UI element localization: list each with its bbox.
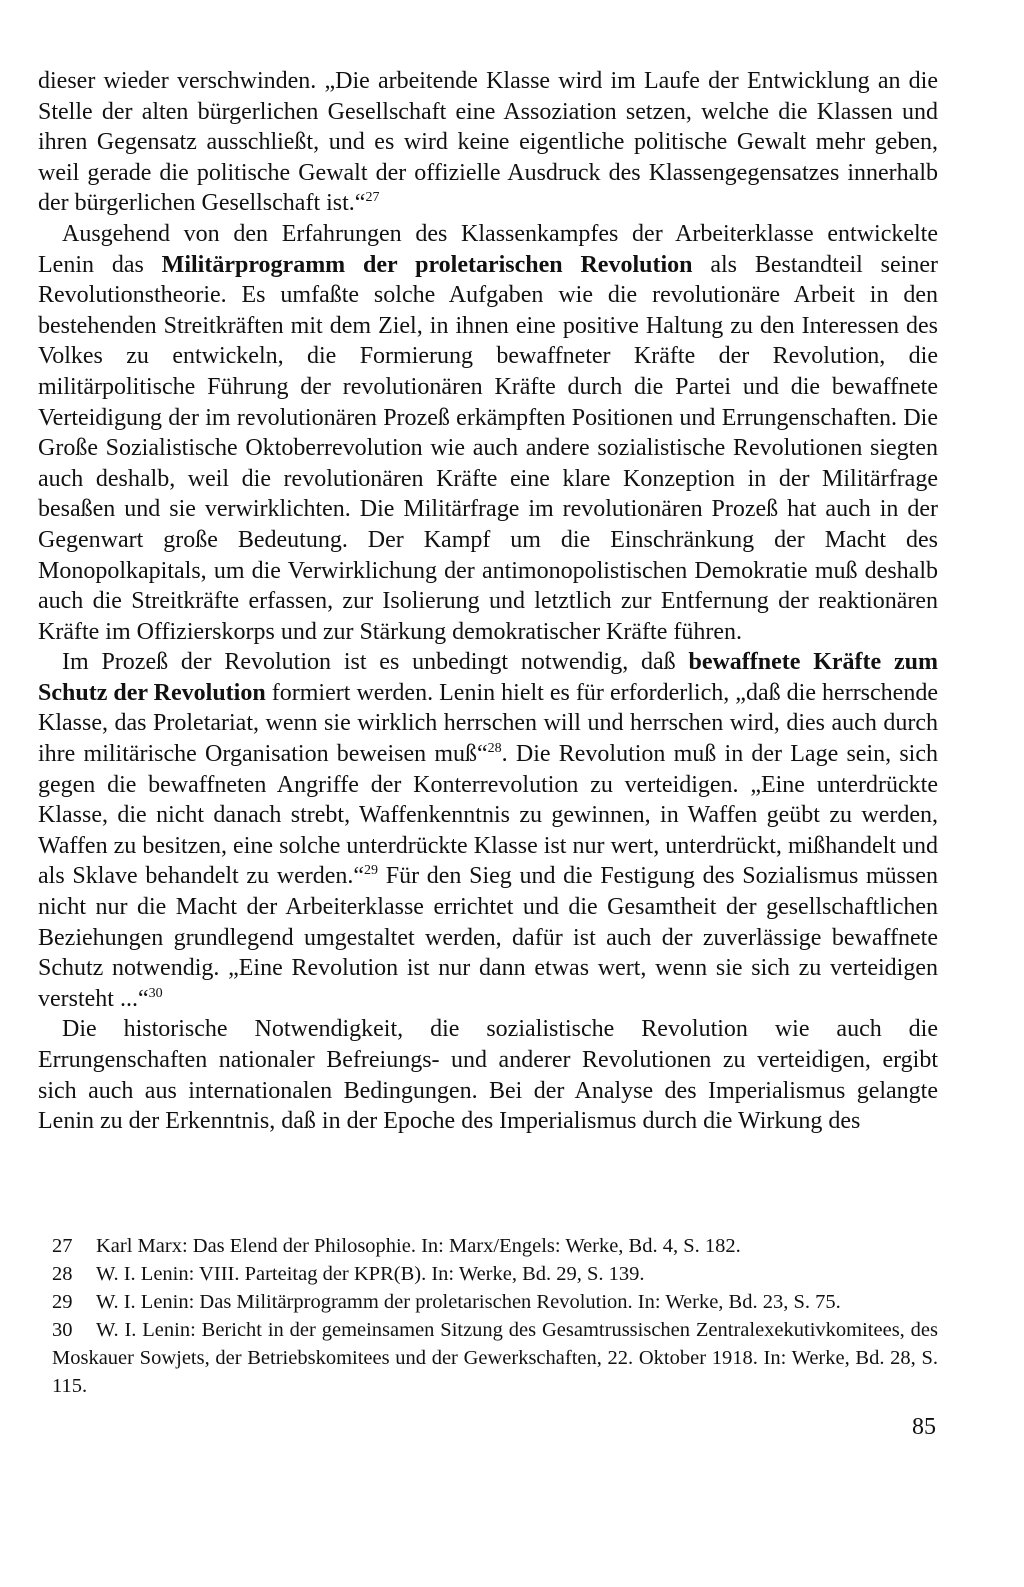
paragraph-text: Für den Sieg und die Festigung des Sozialismus müssen nicht nur die Macht der Arbeiterklasse errichtet und die Gesamtheit der gesellschaftlichen Beziehungen grundlegend umgestaltet werden, dafür ist auch der zuverlässige bewaffnete Schutz notwendig. „Eine Revolution ist nur dann etwas wert, wenn sie sich zu verteidigen versteht ...“ <box>38 863 938 1012</box>
footnote-number: 28 <box>52 1263 73 1285</box>
footnote-reference: 30 <box>148 985 163 1001</box>
paragraph <box>38 66 938 219</box>
footnote-text: W. I. Lenin: VIII. Parteitag der KPR(B). In: Werke, Bd. 29, S. 139. <box>96 1263 645 1285</box>
paragraph-text: . Die Revolution muß in der Lage sein, sich gegen die bewaffneten Angriffe der Konterrevolution zu verteidigen. „Eine unterdrückte Klasse, die nicht danach strebt, Waffenkenntnis zu gewinnen, in Waffen geübt zu werden, Waffen zu besitzen, eine solche unterdrückte Klasse ist nur wert, unterdrückt, mißhandelt und als Sklave behandelt zu werden.“ <box>38 741 938 890</box>
footnote <box>52 1260 938 1288</box>
page-number: 85 <box>912 1414 936 1440</box>
footnote <box>52 1288 938 1316</box>
paragraph-text: Ausgehend von den Erfahrungen des Klassenkampfes der Arbeiterklasse entwickelte Lenin das <box>38 220 938 278</box>
footnote-text: Karl Marx: Das Elend der Philosophie. In: Marx/Engels: Werke, Bd. 4, S. 182. <box>96 1235 741 1257</box>
footnote-text: W. I. Lenin: Das Militärprogramm der proletarischen Revolution. In: Werke, Bd. 23, S. 75. <box>96 1291 841 1313</box>
footnote-reference: 27 <box>365 190 380 206</box>
footnote-reference: 28 <box>487 741 502 757</box>
footnote-reference: 29 <box>364 863 379 879</box>
paragraph-text: als Bestandteil seiner Revolutionstheorie. Es umfaßte solche Aufgaben wie die revolutionäre Arbeit in den bestehenden Streitkräften mit dem Ziel, in ihnen eine positive Haltung zu den Interessen des Volkes zu entwickeln, die Formierung bewaffneter Kräfte der Revolution, die militärpolitische Führung der revolutionären Kräfte durch die Partei und die bewaffnete Verteidigung der im revolutionären Prozeß erkämpften Positionen und Errungenschaften. Die Große Sozialistische Oktoberrevolution wie auch andere sozialistische Revolutionen siegten auch deshalb, weil die revolutionären Kräfte eine klare Konzeption in der Militärfrage besaßen und sie verwirklichten. Die Militärfrage im revolutionären Prozeß hat auch in der Gegenwart große Bedeutung. Der Kampf um die Einschränkung der Macht des Monopolkapitals, um die Verwirklichung der antimonopolistischen Demokratie muß deshalb auch die Streitkräfte erfassen, zur Isolierung und letztlich zur Entfernung der reaktionären Kräfte im Offizierskorps und zur Stärkung demokratischer Kräfte führen. <box>38 251 938 645</box>
footnote-number: 29 <box>52 1291 73 1313</box>
paragraph-text: Im Prozeß der Revolution ist es unbedingt notwendig, daß <box>62 649 689 676</box>
footnote-number: 27 <box>52 1235 73 1257</box>
paragraph-text: formiert werden. Lenin hielt es für erforderlich, „daß die herrschende Klasse, das Proletariat, wenn sie wirklich herrschen will und herrschen wird, dies auch durch ihre militärische Organisation beweisen muß“ <box>38 679 938 768</box>
footnote <box>52 1232 938 1260</box>
paragraph <box>38 219 938 647</box>
footnote <box>52 1316 938 1400</box>
footnotes <box>52 1232 938 1400</box>
paragraph-text: dieser wieder verschwinden. „Die arbeitende Klasse wird im Laufe der Entwicklung an die Stelle der alten bürgerlichen Gesellschaft eine Assoziation setzen, welche die Klassen und ihren Gegensatz ausschließt, und es wird keine eigentliche politische Gewalt mehr geben, weil gerade die politische Gewalt der offizielle Ausdruck des Klassengegensatzes innerhalb der bürgerlichen Gesellschaft ist.“ <box>38 68 938 217</box>
emphasized-term: Militärprogramm der proletarischen Revolution <box>161 251 693 278</box>
footnote-text: W. I. Lenin: Bericht in der gemeinsamen Sitzung des Gesamtrussischen Zentralexekutivkomitees, des Moskauer Sowjets, der Betriebskomitees und der Gewerkschaften, 22. Oktober 1918. In: Werke, Bd. 28, S. 115. <box>52 1319 938 1397</box>
paragraph-text: Die historische Notwendigkeit, die sozialistische Revolution wie auch die Errungenschaften nationaler Befreiungs- und anderer Revolutionen zu verteidigen, ergibt sich auch aus internationalen Bedingungen. Bei der Analyse des Imperialismus gelangte Lenin zu der Erkenntnis, daß in der Epoche des Imperialismus durch die Wirkung des <box>38 1016 938 1135</box>
footnote-number: 30 <box>52 1319 73 1341</box>
paragraph <box>38 1014 938 1136</box>
paragraph <box>38 647 938 1014</box>
emphasized-term: bewaffnete Kräfte zum Schutz der Revolution <box>38 649 938 706</box>
body-text <box>38 66 938 1137</box>
